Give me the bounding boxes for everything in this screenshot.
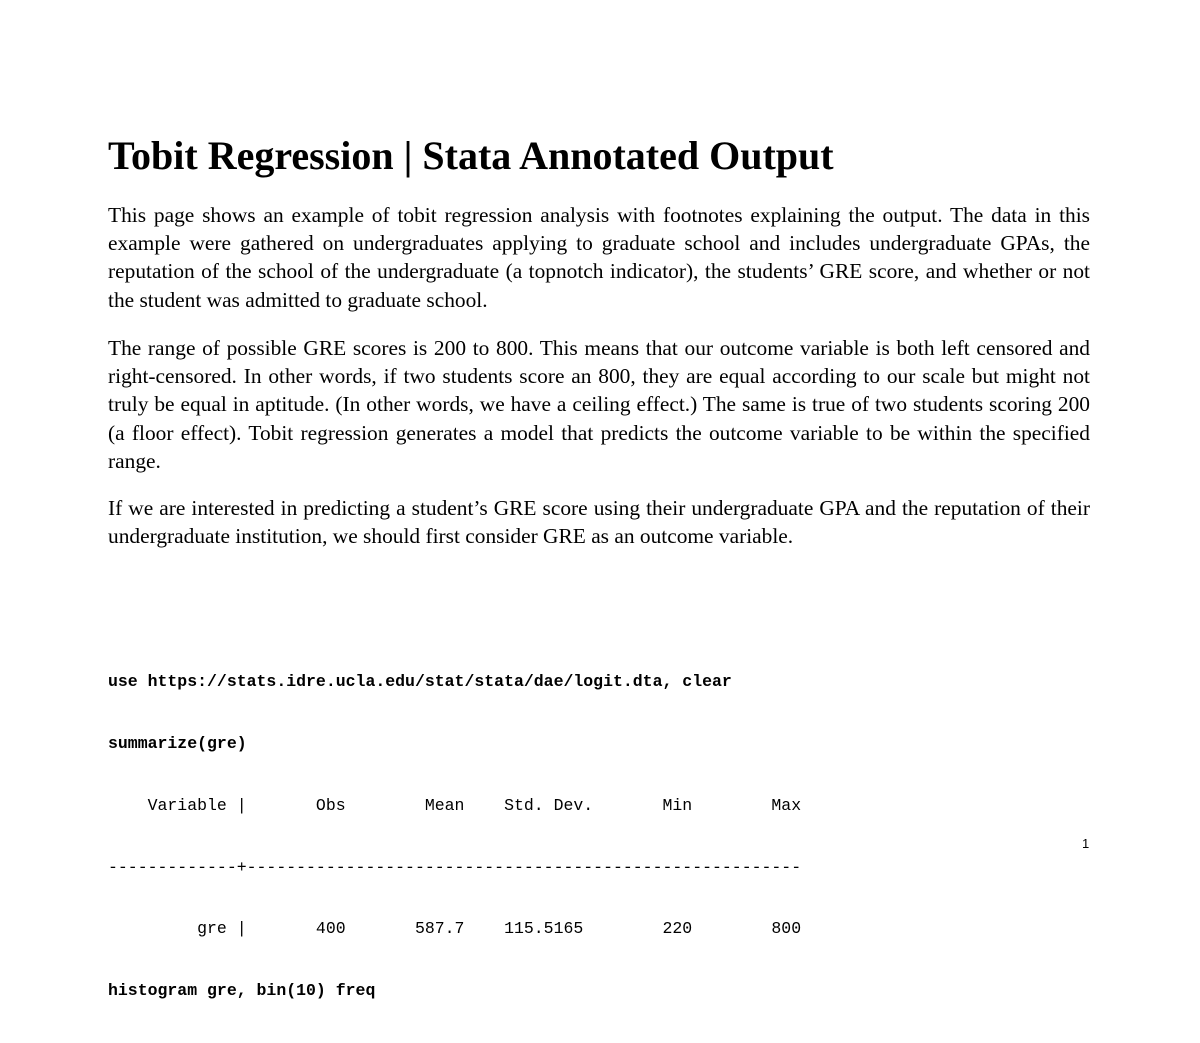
- page-number: 1: [1082, 836, 1090, 851]
- stata-code-block: [108, 631, 801, 1043]
- censoring-paragraph: The range of possible GRE scores is 200 to 800. This means that our outcome variable is both left censored and right-censored. In other words, if two students score an 800, they are equal according to our scale but might not truly be equal in aptitude. (In other words, we have a ceiling effect.) The same is true of two students scoring 200 (a floor effect). Tobit regression generates a model that predicts the outcome variable to be within the specified range.: [108, 336, 1090, 473]
- summary-table-row: gre | 400 587.7 115.5165 220 800: [108, 919, 802, 939]
- summary-table-separator: -------------+--------------------------------------------------------: [108, 857, 802, 877]
- summarize-command: summarize(gre): [108, 733, 247, 753]
- intro-paragraph: This page shows an example of tobit regression analysis with footnotes explaining the output. The data in this example were gathered on undergraduates applying to graduate school and includes undergraduate GPAs, the reputation of the school of the undergraduate (a topnotch indicator), the students’ GRE score, and whether or not the student was admitted to graduate school.: [108, 203, 1090, 312]
- histogram-command: histogram gre, bin(10) freq: [108, 981, 376, 1001]
- summary-table-header: Variable | Obs Mean Std. Dev. Min Max: [108, 795, 802, 815]
- page-title: Tobit Regression | Stata Annotated Output: [108, 133, 834, 178]
- use-command: use https://stats.idre.ucla.edu/stat/stata/dae/logit.dta, clear: [108, 672, 732, 692]
- outcome-paragraph: If we are interested in predicting a student’s GRE score using their undergraduate GPA and the reputation of their undergraduate institution, we should first consider GRE as an outcome variable.: [108, 496, 1090, 549]
